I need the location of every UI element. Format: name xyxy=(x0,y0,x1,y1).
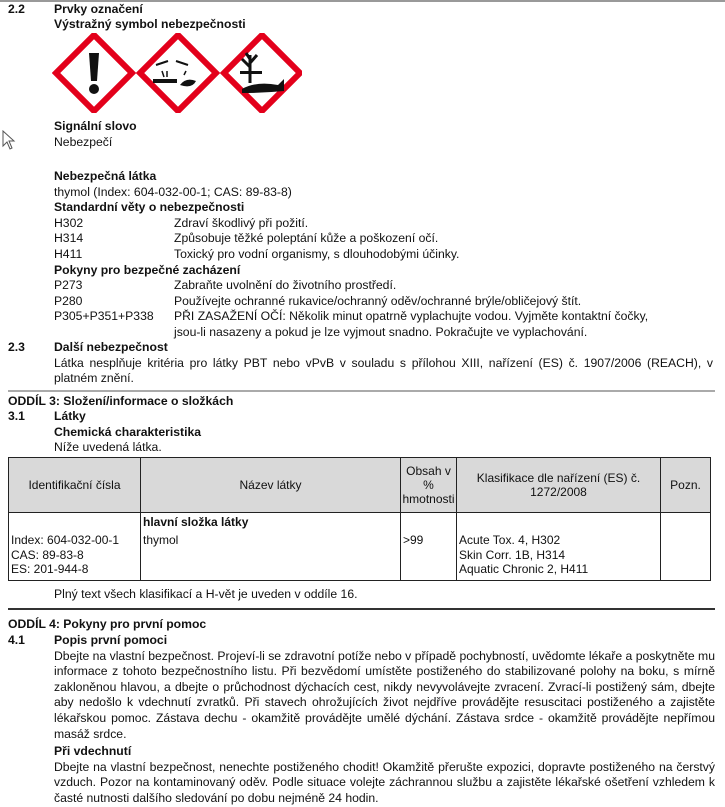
section-4-title: ODDÍL 4: Pokyny pro první pomoc xyxy=(8,617,207,631)
section-number: 2.3 xyxy=(8,340,25,354)
h-statement: H302 Zdraví škodlivý při požití. xyxy=(54,215,309,230)
hazardous-substance-label: Nebezpečná látka xyxy=(54,169,157,183)
col-header: Identifikační čísla xyxy=(9,458,141,513)
pictograms-heading: Výstražný symbol nebezpečnosti xyxy=(54,17,246,31)
col-header: Pozn. xyxy=(661,458,711,513)
col-header: Klasifikace dle nařízení (ES) č. 1272/2008 xyxy=(457,458,661,513)
ghs-pictograms xyxy=(52,33,302,113)
section-title: Prvky označení xyxy=(54,2,143,16)
col-header: Název látky xyxy=(141,458,401,513)
table-row xyxy=(9,513,711,581)
footnote: Plný text všech klasifikací a H-vět je uveden v oddíle 16. xyxy=(54,587,358,601)
note xyxy=(661,513,711,581)
p-statements-label: Pokyny pro bezpečné zacházení xyxy=(54,262,241,277)
content-percent: >99 xyxy=(401,513,457,581)
classification: Skin Corr. 1B, H314 xyxy=(459,547,566,562)
substances-heading: Látky xyxy=(54,409,86,423)
index-number: Index: 604-032-00-1 xyxy=(11,533,120,547)
es-number: ES: 201-944-8 xyxy=(11,562,89,576)
p-statement: P305+P351+P338 PŘI ZASAŽENÍ OČÍ: Několik minut opatrně vyplachujte vodou. Vyjměte kontaktní čočky, jsou-li nasazeny a pokud je lze vyjmout snadno. Pokračujte ve vyplachování. xyxy=(54,309,649,339)
section-number: 3.1 xyxy=(8,409,25,423)
environment-icon xyxy=(224,35,300,111)
p-statement: P273 Zabraňte uvolnění do životního prostředí. xyxy=(54,278,397,293)
classification: Acute Tox. 4, H302 xyxy=(459,533,561,547)
inhalation-heading: Při vdechnutí xyxy=(54,744,132,759)
section-number: 4.1 xyxy=(8,633,25,647)
h-statements-label: Standardní věty o nebezpečnosti xyxy=(54,200,245,215)
composition-table xyxy=(8,457,711,581)
h-statement: H314 Způsobuje těžké poleptání kůže a poškození očí. xyxy=(54,231,439,246)
section-title: Další nebezpečnost xyxy=(54,340,168,354)
component-name: thymol xyxy=(143,532,179,547)
exclamation-mark-icon xyxy=(56,35,132,111)
mouse-cursor-icon xyxy=(2,130,16,150)
signal-word: Nebezpečí xyxy=(54,135,113,149)
h-statement: H411 Toxický pro vodní organismy, s dlouhodobými účinky. xyxy=(54,246,460,261)
first-aid-text: Dbejte na vlastní bezpečnost. Projeví-li se zdravotní potíže nebo v případě pochybností, uvědomte lékaře a poskytněte mu informace z tohoto bezpečnostního listu. Při bezvědomí umístěte postiženého do stabilizované polohy na boku, s mírně zakloněnou hlavou, a dbejte o průchodnost dýchacích cest, nikdy nevyvolávejte zvracení. Zvrací-li postižený sám, dbejte aby nedošlo k vdechnutí zvratků. Při stavech ohrožujících život nejdříve provádějte resuscitaci postiženého a zajistěte lékařskou pomoc. Zástava dechu - okamžitě provádějte umělé dýchání. Zástava srdce - okamžitě provádějte nepřímou masáž srdce. xyxy=(54,648,715,741)
col-header: Obsah v % hmotnosti xyxy=(401,458,457,513)
divider xyxy=(8,608,715,610)
chem-char-label: Chemická charakteristika xyxy=(54,424,202,439)
divider xyxy=(8,390,715,392)
inhalation-text: Dbejte na vlastní bezpečnost, nenechte postiženého chodit! Okamžitě přerušte expozici, dopravte postiženého na čerstvý vzduch. Pozor na kontaminovaný oděv. Podle situace volejte záchrannou službu a zajistěte lékařské ošetření vzhledem k časté nutnosti dalšího sledování po dobu nejméně 24 hodin. xyxy=(54,759,715,805)
pbt-text: Látka nesplňuje kritéria pro látky PBT nebo vPvB v souladu s přílohou XIII, nařízení (ES) č. 1907/2006 (REACH), v platném znění. xyxy=(54,355,713,386)
hazardous-substance: thymol (Index: 604-032-00-1; CAS: 89-83-8) xyxy=(54,184,292,199)
p-statement: P280 Používejte ochranné rukavice/ochranný oděv/ochranné brýle/obličejový štít. xyxy=(54,293,582,308)
signal-word-label: Signální slovo xyxy=(54,119,137,133)
classification: Aquatic Chronic 2, H411 xyxy=(459,562,589,576)
section-number: 2.2 xyxy=(8,2,25,16)
cas-number: CAS: 89-83-8 xyxy=(11,547,84,562)
chem-char-text: Níže uvedená látka. xyxy=(54,440,162,455)
component-label: hlavní složka látky xyxy=(143,515,249,529)
section-3-title: ODDÍL 3: Složení/informace o složkách xyxy=(8,394,234,408)
corrosion-icon xyxy=(140,35,216,111)
first-aid-heading: Popis první pomoci xyxy=(54,633,168,647)
